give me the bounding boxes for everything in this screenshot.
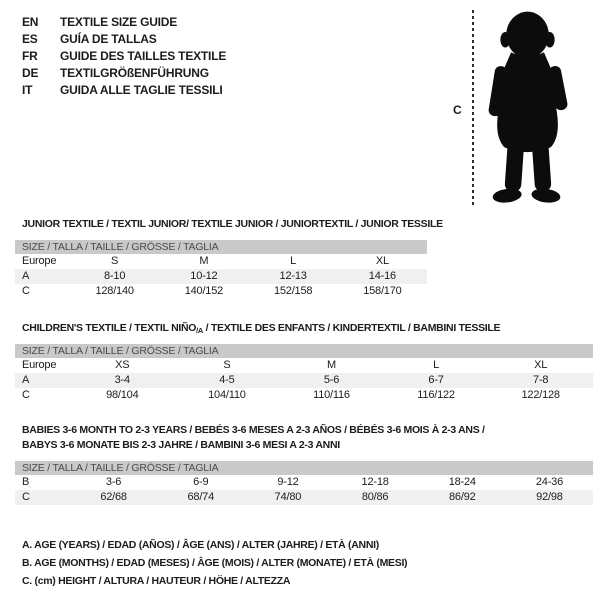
size-cell: 92/98 (536, 491, 563, 503)
title-text: / TEXTILE DES ENFANTS / KINDERTEXTIL / BAMBINI TESSILE (203, 322, 501, 334)
size-cell: M (327, 359, 336, 371)
language-code: ES (22, 31, 38, 46)
row-label: C (22, 285, 30, 297)
row-label: C (22, 389, 30, 401)
size-cell: 18-24 (448, 476, 476, 488)
size-header-bar: SIZE / TALLA / TAILLE / GRÖSSE / TAGLIA (15, 344, 593, 358)
size-cell: 7-8 (533, 374, 549, 386)
guide-title: GUIDA ALLE TAGLIE TESSILI (60, 82, 223, 97)
table-row-height (15, 284, 427, 299)
language-code: DE (22, 65, 39, 80)
size-cell: 68/74 (187, 491, 215, 503)
size-cell: 98/104 (106, 389, 139, 401)
size-cell: 3-6 (105, 476, 122, 488)
row-label: B (22, 476, 30, 488)
size-cell: M (199, 255, 209, 267)
size-cell: 9-12 (277, 476, 299, 488)
size-cell: 6-7 (428, 374, 444, 386)
legend-height-cm: C. (cm) HEIGHT / ALTURA / HAUTEUR / HÖHE / ALTEZZA (22, 575, 291, 587)
size-cell: 12-13 (279, 270, 307, 282)
row-label: C (22, 491, 30, 503)
language-code: FR (22, 48, 38, 63)
table-row-height (15, 388, 593, 403)
language-code: IT (22, 82, 33, 97)
row-label: Europe (22, 255, 57, 267)
table-row-europe (15, 254, 427, 269)
row-label: A (22, 270, 30, 282)
babies-textile-table (15, 461, 593, 505)
size-cell: 14-16 (368, 270, 396, 282)
size-cell: S (223, 359, 231, 371)
babies-textile-title (22, 423, 485, 453)
table-row-europe (15, 358, 593, 373)
size-cell: 110/116 (313, 389, 350, 401)
guide-title: GUÍA DE TALLAS (60, 31, 157, 46)
size-cell: 4-5 (219, 374, 235, 386)
junior-textile-table (15, 240, 427, 299)
size-cell: XL (534, 359, 548, 371)
size-cell: L (433, 359, 440, 371)
language-row (22, 13, 226, 30)
height-measure-label: C (453, 103, 462, 117)
size-cell: 5-6 (323, 374, 340, 386)
language-row (22, 47, 226, 64)
size-cell: XL (375, 255, 389, 267)
size-cell: XS (115, 359, 130, 371)
title-text: CHILDREN'S TEXTILE / TEXTIL NIÑO (22, 322, 197, 334)
size-cell: 104/110 (208, 389, 246, 401)
size-header-bar: SIZE / TALLA / TAILLE / GRÖSSE / TAGLIA (15, 461, 593, 475)
size-cell: 122/128 (521, 389, 560, 401)
size-cell: 140/152 (184, 285, 224, 297)
title-line-2: BABYS 3-6 MONATE BIS 2-3 JAHRE / BAMBINI 3-6 MESI A 2-3 ANNI (22, 439, 340, 451)
guide-title: TEXTILGRÖßENFÜHRUNG (60, 65, 209, 80)
table-row-height (15, 490, 593, 505)
language-code: EN (22, 14, 39, 29)
legend-age-months: B. AGE (MONTHS) / EDAD (MESES) / ÂGE (MOIS) / ALTER (MONATE) / ETÀ (MESI) (22, 557, 408, 569)
row-label: Europe (22, 359, 57, 371)
size-cell: 80/86 (361, 491, 389, 503)
childrens-textile-title (22, 321, 500, 338)
language-title-list (22, 13, 226, 98)
language-row (22, 64, 226, 81)
title-line-1: BABIES 3-6 MONTH TO 2-3 YEARS / BEBÉS 3-6 MESES A 2-3 AÑOS / BÉBÉS 3-6 MOIS À 2-3 ANS / (22, 424, 485, 436)
size-cell: 116/122 (417, 389, 455, 401)
language-row (22, 81, 226, 98)
size-cell: L (290, 255, 297, 267)
size-cell: 74/80 (274, 491, 302, 503)
guide-title: GUIDE DES TAILLES TEXTILE (60, 48, 227, 63)
language-row (22, 30, 226, 47)
size-cell: 62/68 (100, 491, 127, 503)
size-cell: 6-9 (193, 476, 209, 488)
table-row-age-months (15, 475, 593, 490)
guide-title: TEXTILE SIZE GUIDE (60, 14, 178, 29)
size-header-bar: SIZE / TALLA / TAILLE / GRÖSSE / TAGLIA (15, 240, 427, 254)
size-cell: S (111, 255, 119, 267)
legend-age-years: A. AGE (YEARS) / EDAD (AÑOS) / ÂGE (ANS) / ALTER (JAHRE) / ETÀ (ANNI) (22, 539, 379, 551)
size-cell: 158/170 (363, 285, 402, 297)
size-cell: 3-4 (114, 374, 130, 386)
table-row-age (15, 269, 427, 284)
measurement-legend (22, 536, 407, 590)
baby-silhouette-icon (482, 8, 574, 210)
size-cell: 12-18 (361, 476, 389, 488)
table-row-age (15, 373, 593, 388)
row-label: A (22, 374, 30, 386)
size-cell: 24-36 (535, 476, 564, 488)
size-cell: 152/158 (273, 285, 313, 297)
childrens-textile-table (15, 344, 593, 403)
title-subscript: /A (196, 326, 204, 335)
size-cell: 86/92 (449, 491, 476, 503)
junior-textile-title: JUNIOR TEXTILE / TEXTIL JUNIOR/ TEXTILE JUNIOR / JUNIORTEXTIL / JUNIOR TESSILE (22, 218, 443, 230)
height-measure-dashed-line (472, 10, 474, 206)
size-cell: 10-12 (190, 270, 218, 282)
size-cell: 128/140 (95, 285, 134, 297)
size-cell: 8-10 (104, 270, 126, 282)
